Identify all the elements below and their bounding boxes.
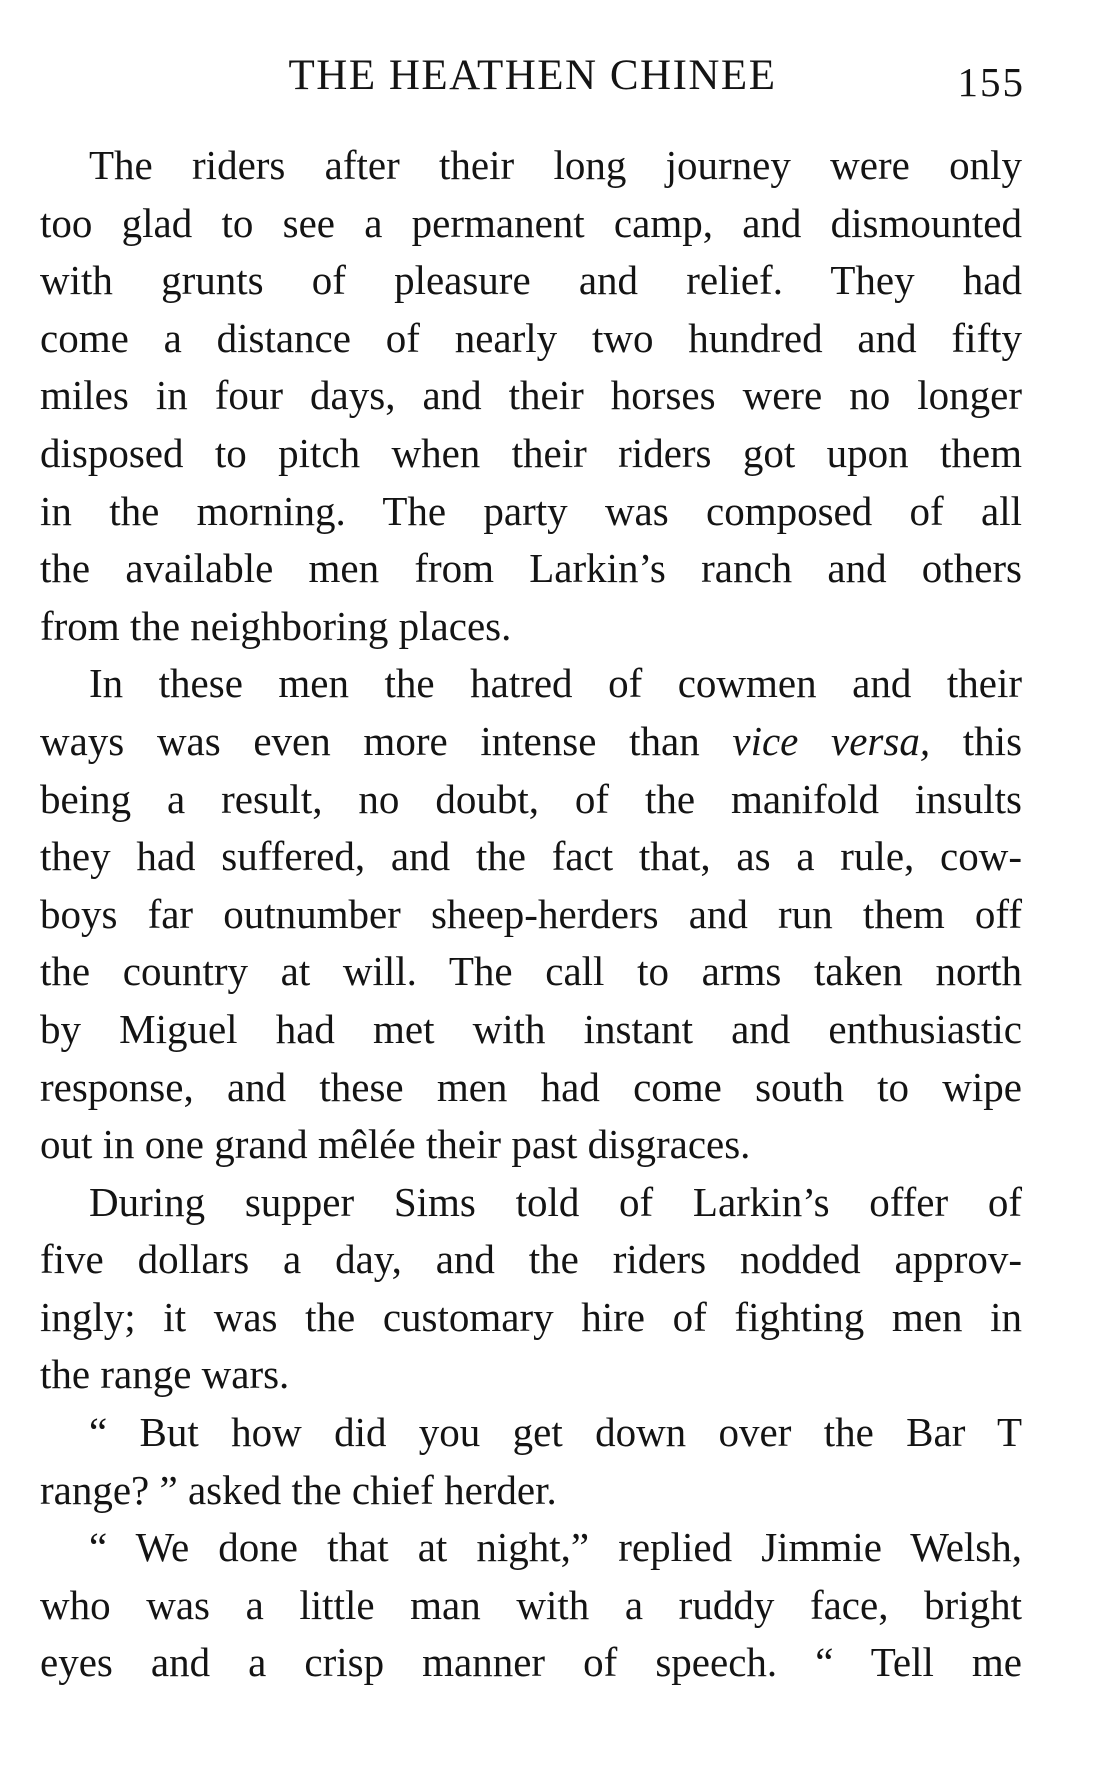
text-line: “ We done that at night,” replied Jimmie Welsh,: [89, 1524, 1022, 1571]
paragraph-1: [40, 137, 1022, 655]
text-segment: was even more intense than: [156, 717, 700, 764]
text-line: out in one grand mêlée their past disgraces.: [40, 1121, 751, 1168]
text-line: The riders after their long journey were only: [89, 142, 1022, 188]
running-title: THE HEATHEN CHINEE: [288, 52, 777, 99]
text-segment: ways: [40, 717, 125, 764]
text-line: “ But how did you get down over the Bar T: [89, 1409, 1022, 1456]
text-line: range? ” asked the chief herder.: [40, 1466, 557, 1513]
text-line: miles in four days, and their horses were no longer: [40, 372, 1022, 419]
running-head: [40, 46, 1025, 106]
text-segment: this: [962, 717, 1023, 764]
text-line: response, and these men had come south to wipe: [40, 1063, 1022, 1110]
text-line: being a result, no doubt, of the manifold insults: [40, 775, 1022, 822]
text-line: During supper Sims told of Larkin’s offer of: [89, 1178, 1022, 1225]
paragraph-4: [40, 1404, 1022, 1519]
text-line: they had suffered, and the fact that, as a rule, cow-: [40, 833, 1022, 880]
paragraph-5: [40, 1519, 1022, 1692]
body-text: [40, 137, 1022, 1692]
text-line-with-italic: [40, 713, 1022, 771]
page-number: 155: [957, 59, 1025, 105]
text-line: eyes and a crisp manner of speech. “ Tell me: [40, 1639, 1022, 1686]
text-line: disposed to pitch when their riders got upon them: [40, 429, 1022, 476]
text-line: with grunts of pleasure and relief. They had: [40, 257, 1022, 304]
text-line: ingly; it was the customary hire of fighting men in: [40, 1293, 1022, 1340]
text-line: too glad to see a permanent camp, and dismounted: [40, 199, 1022, 246]
text-line: the range wars.: [40, 1351, 290, 1398]
text-line: who was a little man with a ruddy face, bright: [40, 1581, 1022, 1628]
text-line: five dollars a day, and the riders nodded approv-: [40, 1236, 1022, 1283]
text-line: come a distance of nearly two hundred and fifty: [40, 314, 1022, 361]
paragraph-3: [40, 1174, 1022, 1404]
text-line: by Miguel had met with instant and enthusiastic: [40, 1005, 1022, 1052]
text-line: the country at will. The call to arms taken north: [40, 948, 1022, 995]
text-line: boys far outnumber sheep-herders and run them off: [40, 890, 1022, 937]
italic-phrase: vice versa,: [732, 717, 931, 764]
text-line: the available men from Larkin’s ranch and others: [40, 545, 1022, 592]
text-line: from the neighboring places.: [40, 602, 512, 649]
text-line: In these men the hatred of cowmen and their: [89, 660, 1022, 707]
text-line: in the morning. The party was composed of all: [40, 487, 1022, 534]
paragraph-2: [40, 655, 1022, 1173]
